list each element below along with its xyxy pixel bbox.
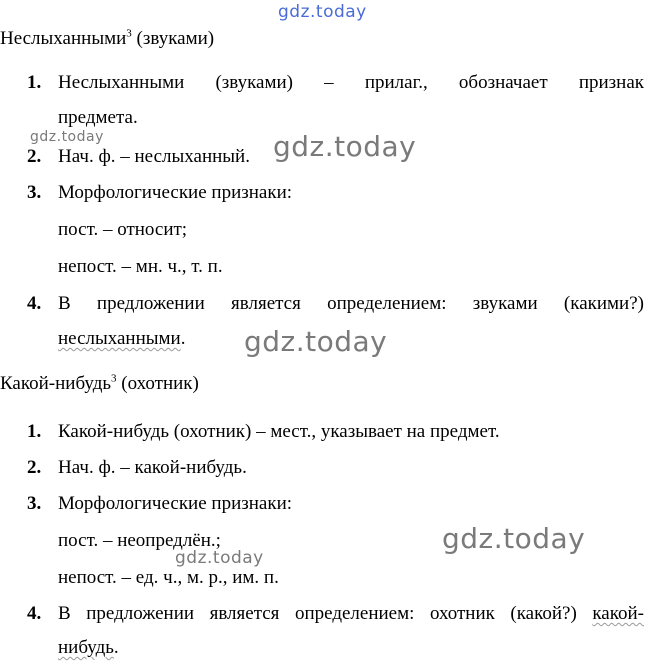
heading-word: Какой-нибудь	[0, 373, 112, 394]
watermark-top: gdz.today	[278, 2, 367, 22]
item-number: 4.	[27, 603, 42, 624]
watermark-small: gdz.today	[30, 129, 104, 145]
item-text: Нач. ф. – какой-нибудь.	[58, 457, 247, 478]
watermark-large: gdz.today	[244, 325, 388, 358]
underlined-word: нибудь	[58, 637, 114, 658]
item-subline: непост. – ед. ч., м. р., им. п.	[58, 567, 279, 588]
item-number: 2.	[27, 457, 42, 478]
item-subline: пост. – неопредлён.;	[58, 530, 221, 551]
item-number: 1.	[27, 421, 42, 442]
watermark-large: gdz.today	[442, 522, 586, 555]
item-text: Какой-нибудь (охотник) – мест., указывает на предмет.	[58, 421, 500, 442]
item-number: 2.	[27, 146, 42, 167]
item-number: 3.	[27, 182, 42, 203]
item-text: В предложении является определением: звуками (какими?)	[58, 293, 644, 314]
item-text: Морфологические признаки:	[58, 493, 293, 514]
section-heading	[0, 28, 214, 50]
item-number: 1.	[27, 72, 42, 93]
item-subline: пост. – относит;	[58, 219, 188, 240]
underlined-word: какой-	[592, 603, 644, 624]
heading-superscript: 3	[126, 27, 132, 40]
section-heading	[0, 373, 199, 395]
heading-superscript: 3	[111, 372, 117, 385]
item-text: Нач. ф. – неслыханный.	[58, 146, 250, 167]
item-text: Неслыханными (звуками) – прилаг., обозначает признак	[58, 72, 644, 93]
underlined-word: неслыханными	[58, 328, 181, 349]
item-number: 4.	[27, 293, 42, 314]
watermark-small: gdz.today	[175, 548, 264, 568]
item-subline: непост. – мн. ч., т. п.	[58, 256, 223, 277]
item-text-cont	[58, 328, 185, 350]
item-text-cont: предмета.	[58, 107, 138, 128]
line-end: .	[113, 637, 119, 658]
item-text: Морфологические признаки:	[58, 182, 293, 203]
heading-rest: (звуками)	[131, 28, 215, 49]
heading-rest: (охотник)	[116, 373, 199, 394]
watermark-large: gdz.today	[273, 130, 417, 163]
heading-word: Неслыханными	[0, 28, 127, 49]
item-text	[58, 603, 644, 625]
line-text: В предложении является определением: охотник (какой?)	[58, 603, 593, 624]
item-number: 3.	[27, 493, 42, 514]
line-end: .	[180, 328, 186, 349]
item-text-cont	[58, 637, 119, 659]
